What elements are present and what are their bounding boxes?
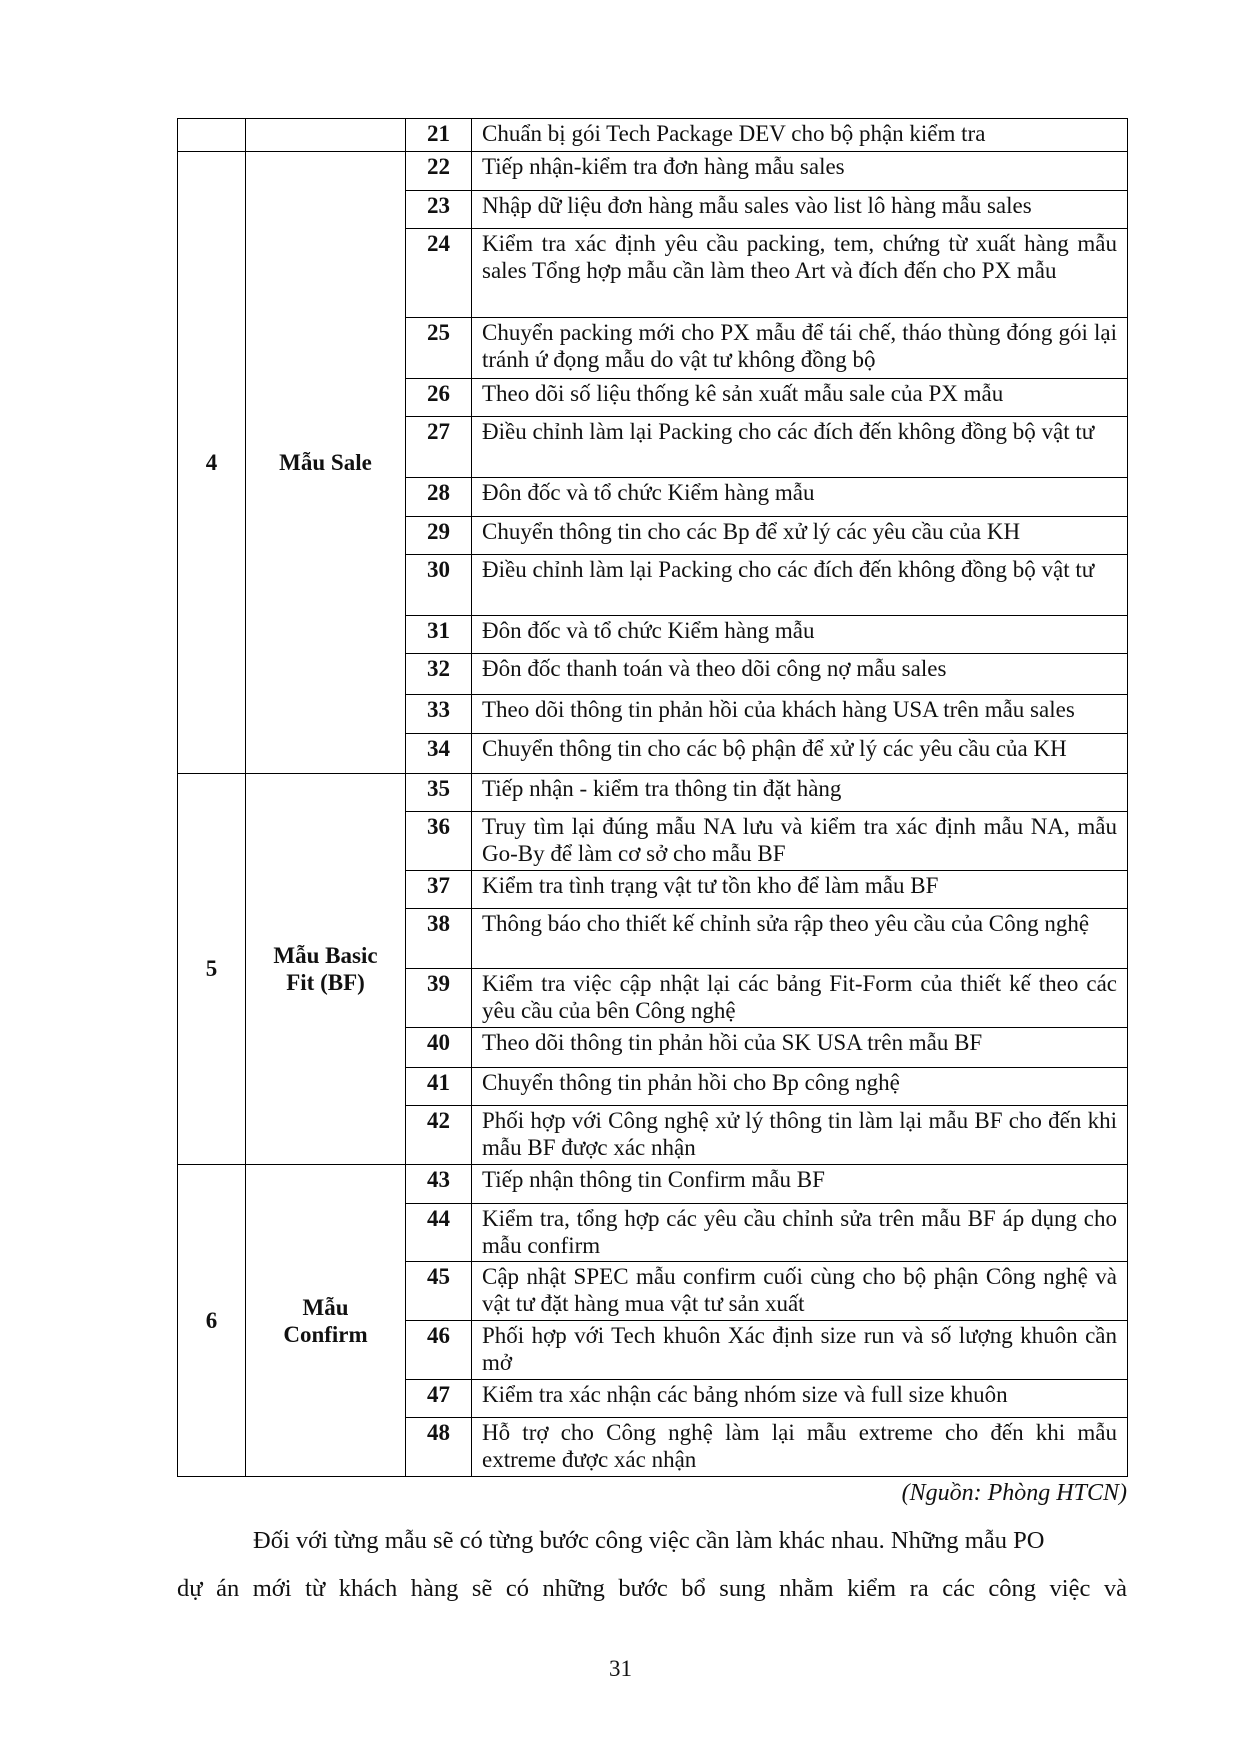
step-task-cell: Chuyển thông tin phản hồi cho Bp công nghệ [472, 1067, 1128, 1105]
step-number-cell: 30 [406, 555, 472, 616]
step-task-cell: Chuyển thông tin cho các bộ phận để xử lý các yêu cầu của KH [472, 734, 1128, 773]
step-task-cell: Cập nhật SPEC mẫu confirm cuối cùng cho bộ phận Công nghệ và vật tư đặt hàng mua vật tư sản xuất [472, 1262, 1128, 1321]
step-task-cell: Theo dõi thông tin phản hồi của SK USA trên mẫu BF [472, 1027, 1128, 1067]
step-task-cell: Kiểm tra xác nhận các bảng nhóm size và full size khuôn [472, 1379, 1128, 1417]
table-row [178, 152, 1128, 190]
table-row [178, 773, 1128, 811]
step-task-cell: Chuyển packing mới cho PX mẫu để tái chế, tháo thùng đóng gói lại tránh ứ đọng mẫu do vật tư không đồng bộ [472, 318, 1128, 379]
step-task-cell: Điều chỉnh làm lại Packing cho các đích đến không đồng bộ vật tư [472, 417, 1128, 478]
step-task-cell: Điều chỉnh làm lại Packing cho các đích đến không đồng bộ vật tư [472, 555, 1128, 616]
step-number-cell: 35 [406, 773, 472, 811]
body-paragraph-line-2: dự án mới từ khách hàng sẽ có những bước bổ sung nhằm kiểm ra các công việc và [177, 1575, 1127, 1602]
step-number-cell: 37 [406, 870, 472, 908]
step-number-cell: 21 [406, 119, 472, 152]
step-task-cell: Tiếp nhận - kiểm tra thông tin đặt hàng [472, 773, 1128, 811]
step-task-cell: Nhập dữ liệu đơn hàng mẫu sales vào list lô hàng mẫu sales [472, 190, 1128, 228]
group-name-cell: Mẫu Basic Fit (BF) [246, 773, 406, 1165]
task-table [177, 118, 1128, 1477]
step-number-cell: 25 [406, 318, 472, 379]
step-number-cell: 27 [406, 417, 472, 478]
step-number-cell: 41 [406, 1067, 472, 1105]
task-table-body [178, 119, 1128, 1477]
table-row [178, 119, 1128, 152]
step-task-cell: Tiếp nhận thông tin Confirm mẫu BF [472, 1165, 1128, 1203]
step-number-cell: 36 [406, 811, 472, 870]
step-task-cell: Đôn đốc và tổ chức Kiểm hàng mẫu [472, 478, 1128, 516]
step-number-cell: 43 [406, 1165, 472, 1203]
step-task-cell: Chuẩn bị gói Tech Package DEV cho bộ phận kiểm tra [472, 119, 1128, 152]
group-name-cell [246, 119, 406, 152]
table-row [178, 1165, 1128, 1203]
step-number-cell: 26 [406, 379, 472, 417]
step-task-cell: Theo dõi số liệu thống kê sản xuất mẫu sale của PX mẫu [472, 379, 1128, 417]
step-number-cell: 23 [406, 190, 472, 228]
group-number-cell: 6 [178, 1165, 246, 1477]
step-task-cell: Đôn đốc và tổ chức Kiểm hàng mẫu [472, 615, 1128, 653]
step-number-cell: 24 [406, 229, 472, 318]
group-number-cell: 4 [178, 152, 246, 773]
step-number-cell: 39 [406, 968, 472, 1027]
group-number-cell: 5 [178, 773, 246, 1165]
step-number-cell: 31 [406, 615, 472, 653]
step-task-cell: Kiểm tra việc cập nhật lại các bảng Fit-Form của thiết kế theo các yêu cầu của bên Công nghệ [472, 968, 1128, 1027]
step-number-cell: 32 [406, 654, 472, 694]
step-number-cell: 33 [406, 694, 472, 733]
step-number-cell: 38 [406, 909, 472, 969]
group-name-cell: Mẫu Sale [246, 152, 406, 773]
body-paragraph-line-1: Đối với từng mẫu sẽ có từng bước công việc cần làm khác nhau. Những mẫu PO [253, 1527, 1045, 1554]
step-number-cell: 44 [406, 1203, 472, 1262]
step-number-cell: 22 [406, 152, 472, 190]
step-task-cell: Kiểm tra xác định yêu cầu packing, tem, chứng từ xuất hàng mẫu sales Tổng hợp mẫu cần làm theo Art và đích đến cho PX mẫu [472, 229, 1128, 318]
step-task-cell: Tiếp nhận-kiểm tra đơn hàng mẫu sales [472, 152, 1128, 190]
step-number-cell: 48 [406, 1418, 472, 1477]
source-note: (Nguồn: Phòng HTCN) [901, 1480, 1127, 1506]
step-task-cell: Thông báo cho thiết kế chỉnh sửa rập theo yêu cầu của Công nghệ [472, 909, 1128, 969]
step-number-cell: 40 [406, 1027, 472, 1067]
step-number-cell: 46 [406, 1320, 472, 1379]
group-name-cell: Mẫu Confirm [246, 1165, 406, 1477]
step-task-cell: Chuyển thông tin cho các Bp để xử lý các yêu cầu của KH [472, 516, 1128, 554]
step-task-cell: Theo dõi thông tin phản hồi của khách hàng USA trên mẫu sales [472, 694, 1128, 733]
step-number-cell: 45 [406, 1262, 472, 1321]
step-task-cell: Kiểm tra tình trạng vật tư tồn kho để làm mẫu BF [472, 870, 1128, 908]
page-number: 31 [609, 1656, 632, 1681]
step-task-cell: Hỗ trợ cho Công nghệ làm lại mẫu extreme cho đến khi mẫu extreme được xác nhận [472, 1418, 1128, 1477]
step-task-cell: Truy tìm lại đúng mẫu NA lưu và kiểm tra xác định mẫu NA, mẫu Go-By để làm cơ sở cho mẫu BF [472, 811, 1128, 870]
step-task-cell: Phối hợp với Tech khuôn Xác định size run và số lượng khuôn cần mở [472, 1320, 1128, 1379]
step-task-cell: Đôn đốc thanh toán và theo dõi công nợ mẫu sales [472, 654, 1128, 694]
step-number-cell: 29 [406, 516, 472, 554]
step-task-cell: Phối hợp với Công nghệ xử lý thông tin làm lại mẫu BF cho đến khi mẫu BF được xác nhận [472, 1106, 1128, 1165]
step-task-cell: Kiểm tra, tổng hợp các yêu cầu chỉnh sửa trên mẫu BF áp dụng cho mẫu confirm [472, 1203, 1128, 1262]
step-number-cell: 34 [406, 734, 472, 773]
step-number-cell: 42 [406, 1106, 472, 1165]
step-number-cell: 28 [406, 478, 472, 516]
step-number-cell: 47 [406, 1379, 472, 1417]
group-number-cell [178, 119, 246, 152]
